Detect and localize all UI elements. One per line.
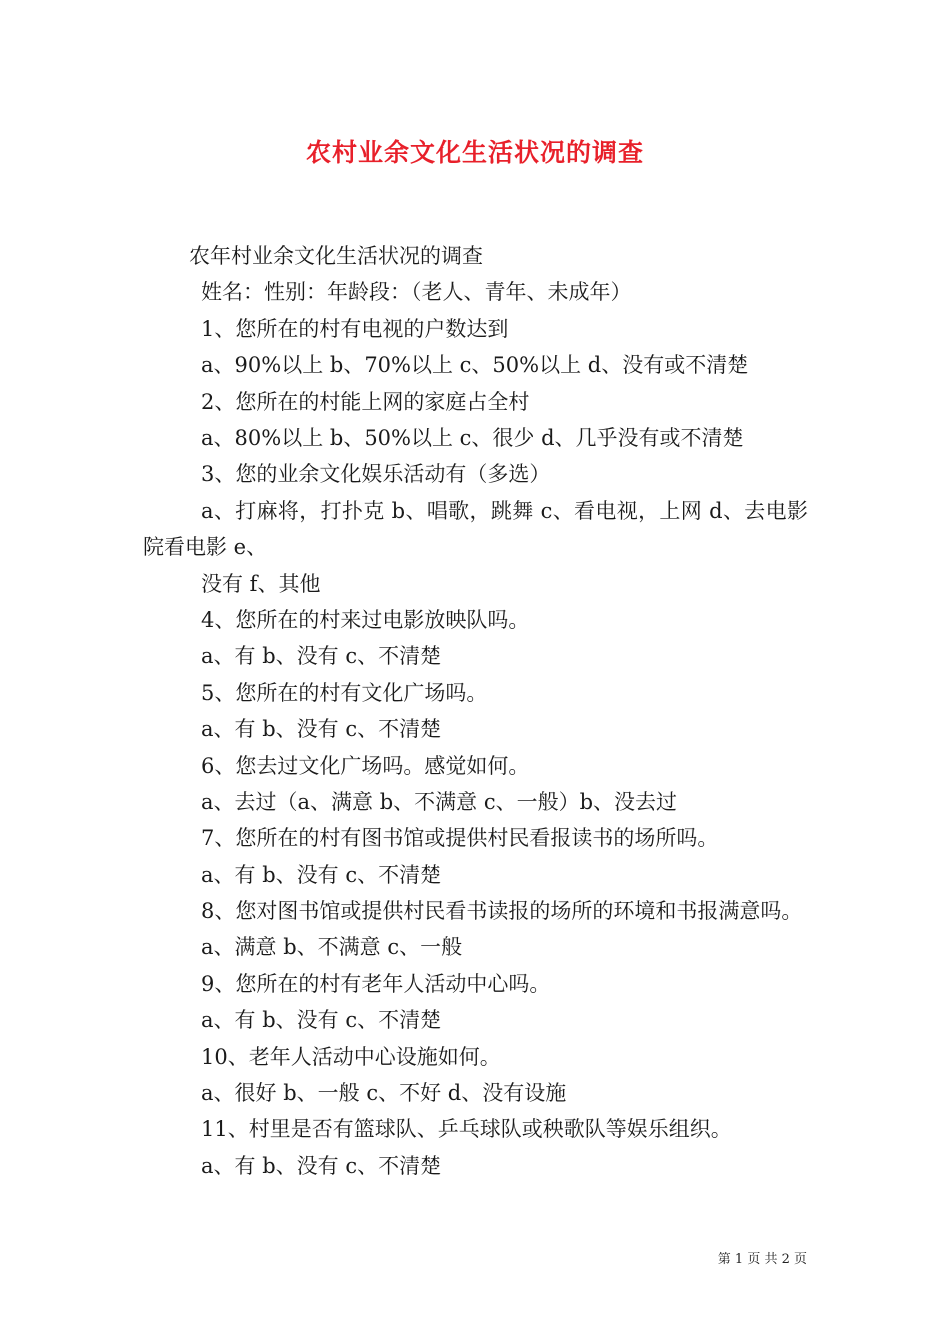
body-line: 9、您所在的村有老年人活动中心吗。 <box>201 971 551 996</box>
body-line: a、有 b、没有 c、不清楚 <box>201 1008 442 1033</box>
body-line: 1、您所在的村有电视的户数达到 <box>201 316 509 341</box>
body-line: 没有 f、其他 <box>201 571 321 596</box>
body-line: 4、您所在的村来过电影放映队吗。 <box>201 607 530 632</box>
body-line: 2、您所在的村能上网的家庭占全村 <box>201 389 530 414</box>
document-body <box>143 238 808 1184</box>
body-line: 农年村业余文化生活状况的调查 <box>189 244 483 268</box>
body-line: 6、您去过文化广场吗。感觉如何。 <box>201 753 530 778</box>
body-line: 11、村里是否有篮球队、乒乓球队或秧歌队等娱乐组织。 <box>201 1117 732 1142</box>
body-line: a、打麻将，打扑克 b、唱歌，跳舞 c、看电视，上网 d、去电影院看电影 e、 <box>143 498 808 560</box>
page-number: 第 1 页 共 2 页 <box>717 1252 807 1267</box>
body-line: 10、老年人活动中心设施如何。 <box>201 1044 501 1069</box>
body-line: a、满意 b、不满意 c、一般 <box>201 935 463 960</box>
body-line: 3、您的业余文化娱乐活动有（多选） <box>201 462 551 487</box>
body-line: a、80%以上 b、50%以上 c、很少 d、几乎没有或不清楚 <box>201 425 744 450</box>
body-line: 8、您对图书馆或提供村民看书读报的场所的环境和书报满意吗。 <box>201 899 803 924</box>
body-line: a、有 b、没有 c、不清楚 <box>201 1153 442 1178</box>
body-line: a、有 b、没有 c、不清楚 <box>201 862 442 887</box>
body-line: a、90%以上 b、70%以上 c、50%以上 d、没有或不清楚 <box>201 353 749 378</box>
body-line: 姓名：性别：年龄段：（老人、青年、未成年） <box>201 280 632 305</box>
body-line: a、很好 b、一般 c、不好 d、没有设施 <box>201 1081 567 1106</box>
body-line: 5、您所在的村有文化广场吗。 <box>201 680 488 705</box>
body-line: a、有 b、没有 c、不清楚 <box>201 717 442 742</box>
body-line: 7、您所在的村有图书馆或提供村民看报读书的场所吗。 <box>201 826 719 851</box>
body-line: a、去过（a、满意 b、不满意 c、一般）b、没去过 <box>201 789 678 814</box>
body-line: a、有 b、没有 c、不清楚 <box>201 644 442 669</box>
document-title: 农村业余文化生活状况的调查 <box>305 138 644 167</box>
